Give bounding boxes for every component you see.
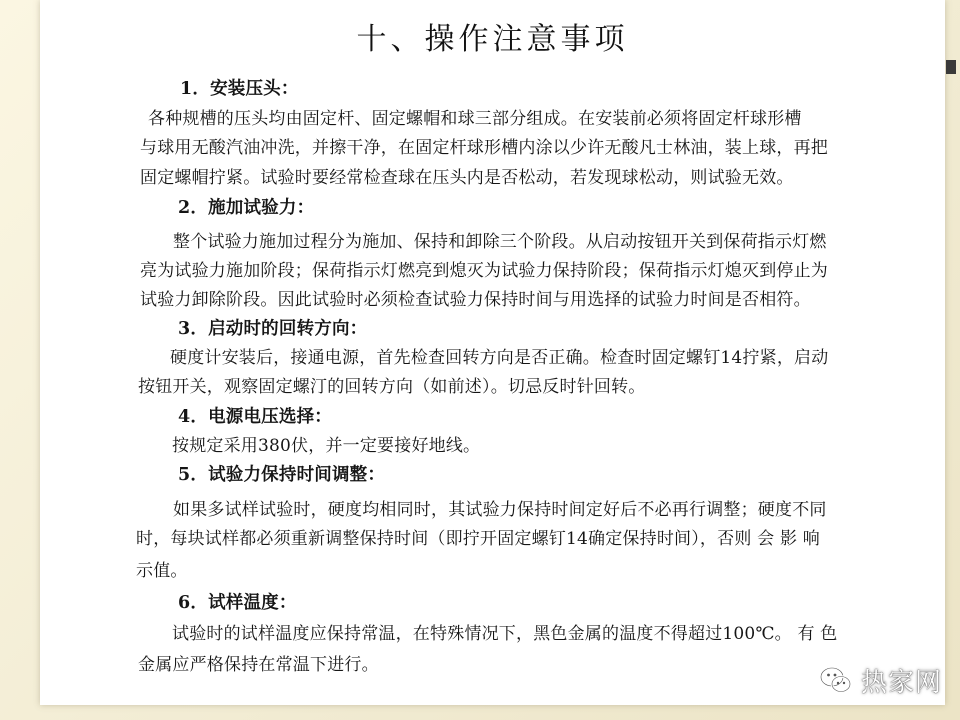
section-2-heading: 2．施加试验力： [178, 198, 315, 218]
paragraph-line: 金属应严格保持在常温下进行。 [138, 655, 379, 675]
document-body [40, 0, 945, 705]
section-5-heading: 5．试验力保持时间调整： [178, 465, 386, 485]
page-title: 十、操作注意事项 [356, 22, 629, 57]
wechat-logo-icon [819, 665, 853, 695]
paragraph-line: 整个试验力施加过程分为施加、保持和卸除三个阶段。从启动按钮开关到保荷指示灯燃 [173, 232, 827, 252]
section-4-heading: 4．电源电压选择： [178, 407, 332, 427]
paragraph-line: 按规定采用380伏，并一定要接好地线。 [172, 436, 481, 456]
section-3-heading: 3．启动时的回转方向： [178, 319, 368, 339]
paragraph-line: 各种规槽的压头均由固定杆、固定螺帽和球三部分组成。在安装前必须将固定杆球形槽 [148, 109, 802, 129]
paragraph-line: 硬度计安装后，接通电源，首先检查回转方向是否正确。检查时固定螺钉14拧紧，启动 [170, 348, 829, 368]
paragraph-line: 试验力卸除阶段。因此试验时必须检查试验力保持时间与用选择的试验力时间是否相符。 [140, 290, 811, 310]
paragraph-line: 固定螺帽拧紧。试验时要经常检查球在压头内是否松动，若发现球松动，则试验无效。 [140, 168, 794, 188]
watermark-text: 热家网 [860, 667, 942, 698]
watermark [819, 662, 942, 698]
paragraph-line: 时，每块试样都必须重新调整保持时间（即拧开固定螺钉14确定保持时间），否则 会 影 响 [136, 529, 820, 549]
paragraph-line: 试验时的试样温度应保持常温，在特殊情况下，黑色金属的温度不得超过100℃。 有 色 [172, 624, 838, 644]
scanned-page [40, 0, 945, 705]
paragraph-line: 示值。 [136, 561, 188, 581]
section-1-heading: 1．安装压头： [180, 79, 299, 99]
section-6-heading: 6．试样温度： [178, 593, 297, 613]
paragraph-line: 亮为试验力施加阶段；保荷指示灯燃亮到熄灭为试验力保持阶段；保荷指示灯熄灭到停止为 [140, 261, 828, 281]
paragraph-line: 如果多试样试验时，硬度均相同时，其试验力保持时间定好后不必再行调整；硬度不同 [173, 500, 827, 520]
page-edge-mark [946, 60, 956, 74]
paragraph-line: 按钮开关，观察固定螺汀的回转方向（如前述）。切忌反时针回转。 [138, 377, 646, 397]
paragraph-line: 与球用无酸汽油冲洗，并擦干净，在固定杆球形槽内涂以少许无酸凡士林油，装上球，再把 [140, 138, 828, 158]
